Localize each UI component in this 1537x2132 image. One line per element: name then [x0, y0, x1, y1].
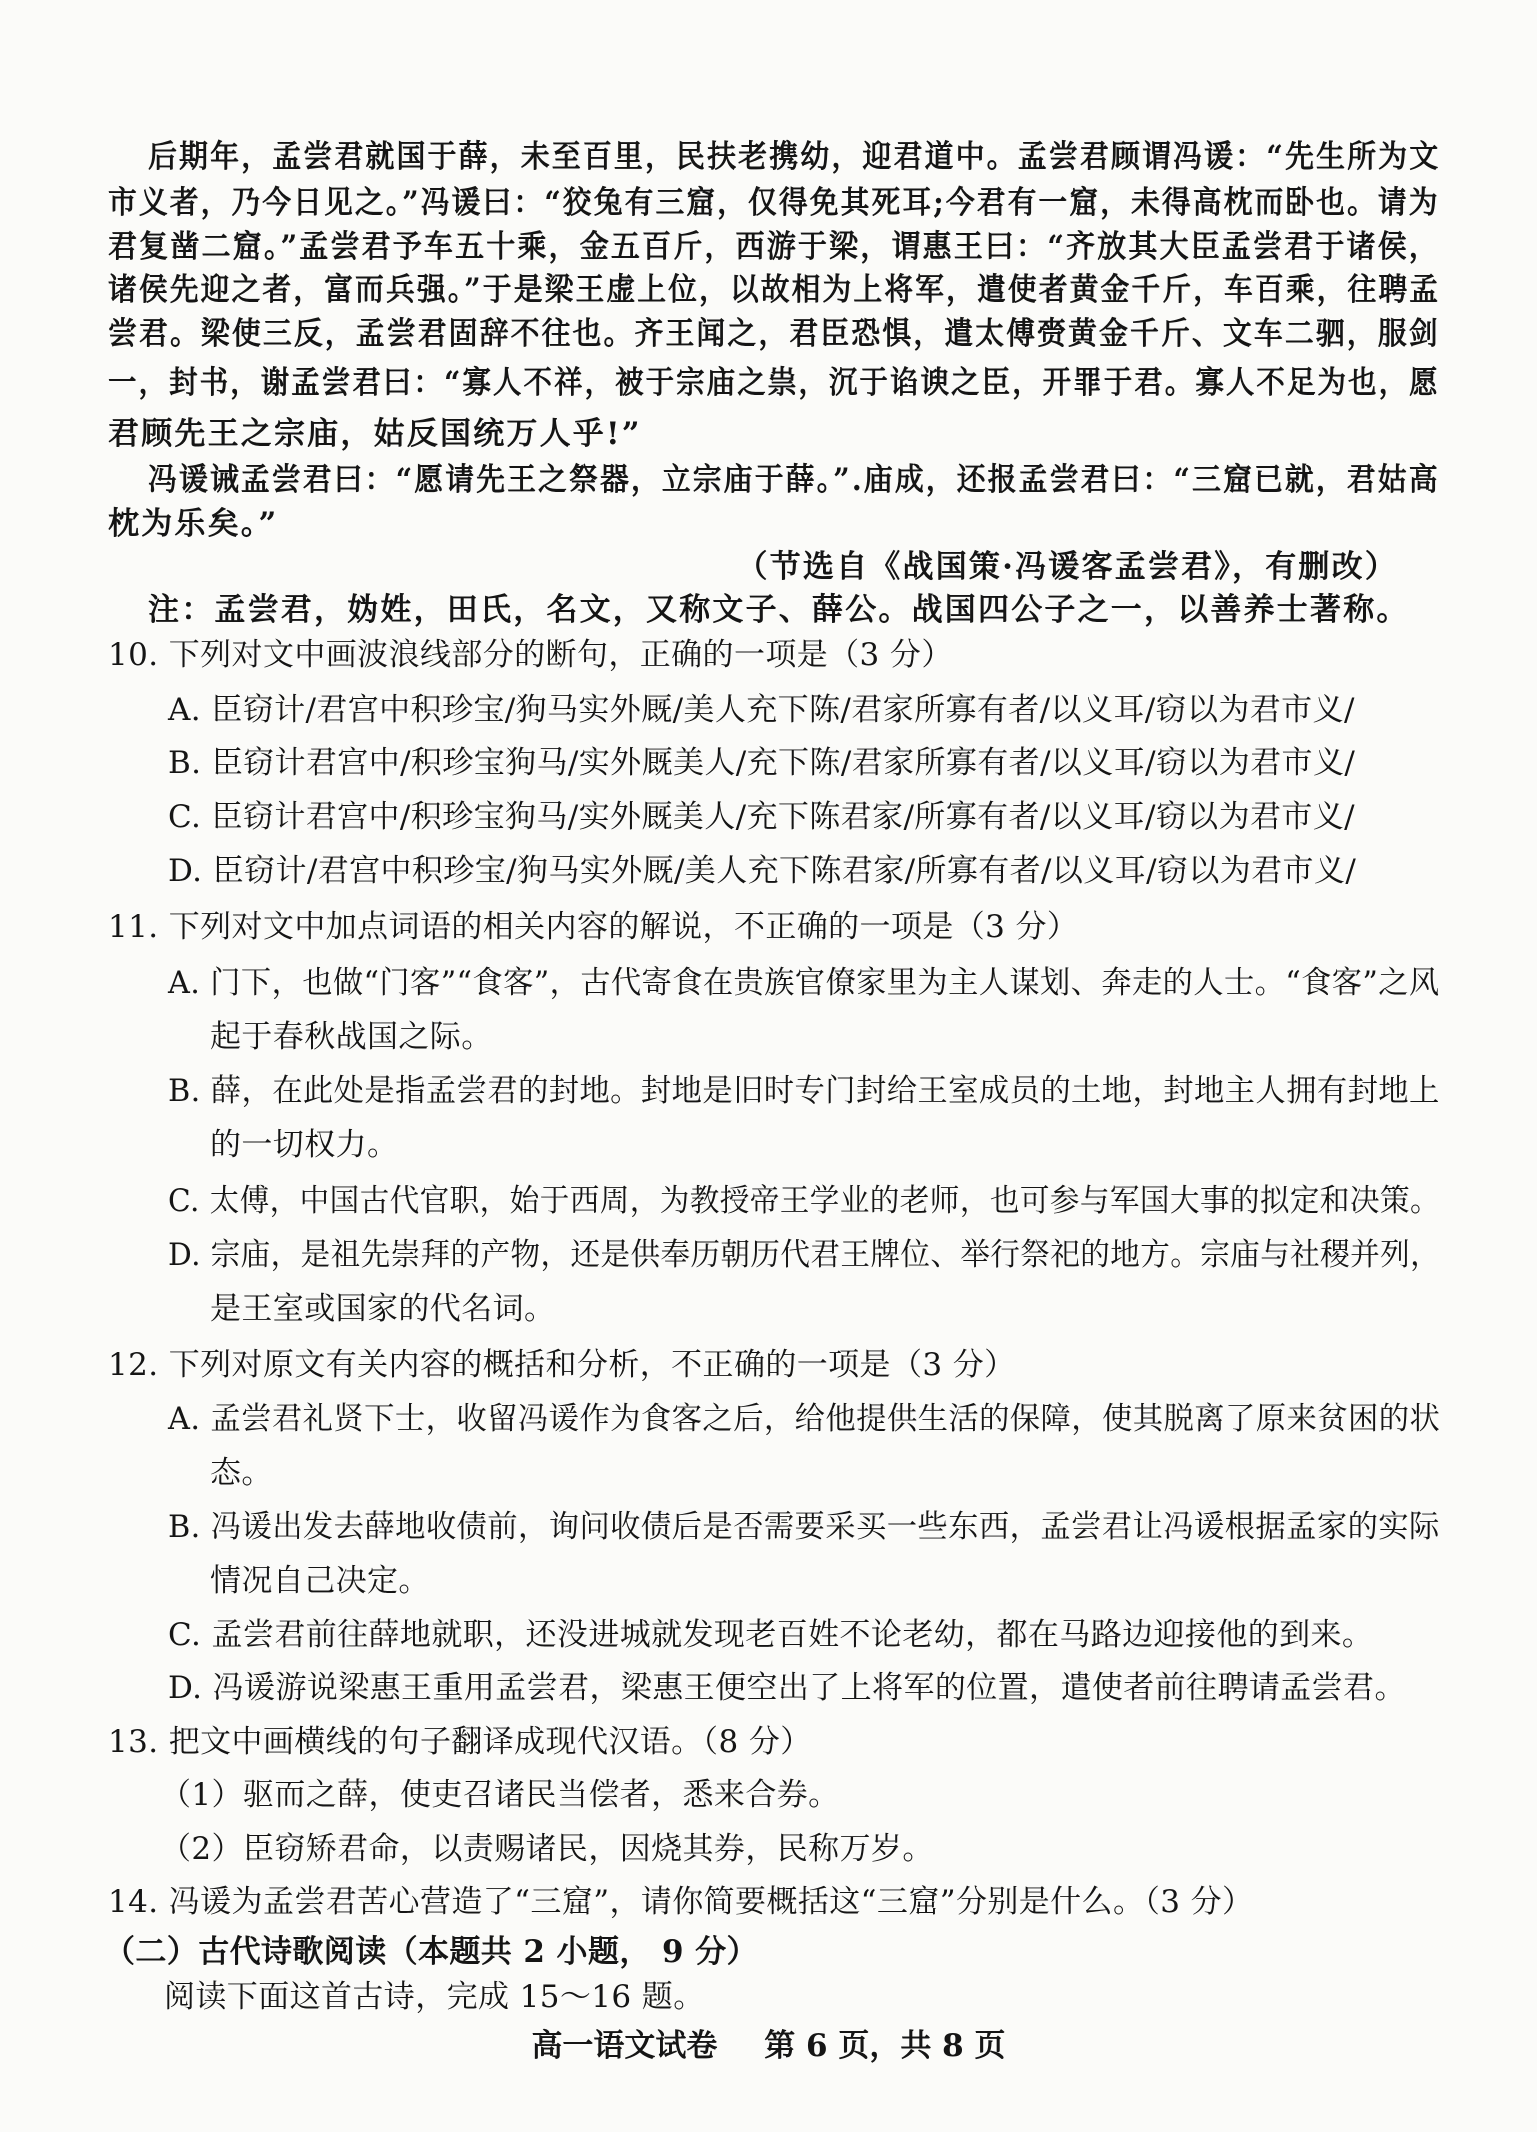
question-11-option-c: C. 太傅，中国古代官职，始于西周，为教授帝王学业的老师，也可参与军国大事的拟定和决策。 — [168, 1183, 1440, 1219]
question-10-option-c: C. 臣窃计君宫中/积珍宝狗马/实外厩美人/充下陈君家/所寡有者/以义耳/窃以为君市义/ — [168, 799, 1356, 835]
question-12-stem: 12. 下列对原文有关内容的概括和分析，不正确的一项是（3 分） — [108, 1347, 1016, 1383]
question-11-option-b-line2: 的一切权力。 — [210, 1127, 399, 1163]
footer-exam-title: 高一语文试卷 — [531, 2028, 718, 2064]
passage-line-4: 诸侯先迎之者，富而兵强。”于是梁王虚上位，以故相为上将军，遣使者黄金千斤，车百乘，往聘孟 — [108, 272, 1441, 308]
passage-line-9: 枕为乐矣。” — [108, 506, 279, 542]
question-13-sentence-2: （2）臣窃矫君命，以责赐诸民，因烧其券，民称万岁。 — [160, 1831, 934, 1867]
question-10-stem: 10. 下列对文中画波浪线部分的断句，正确的一项是（3 分） — [108, 637, 953, 673]
question-11-option-d-line1: D. 宗庙，是祖先崇拜的产物，还是供奉历朝历代君王牌位、举行祭祀的地方。宗庙与社稷并列， — [168, 1237, 1441, 1273]
question-10-option-d: D. 臣窃计/君宫中积珍宝/狗马实外厩/美人充下陈君家/所寡有者/以义耳/窃以为君市义/ — [168, 853, 1357, 889]
question-10-option-a: A. 臣窃计/君宫中积珍宝/狗马实外厩/美人充下陈/君家所寡有者/以义耳/窃以为君市义/ — [168, 692, 1355, 728]
passage-line-2: 市义者，乃今日见之。”冯谖曰：“狡兔有三窟，仅得免其死耳;今君有一窟，未得高枕而卧也。请为 — [108, 185, 1440, 221]
question-12-option-a-line2: 态。 — [210, 1455, 273, 1491]
question-13-sentence-1: （1）驱而之薛，使吏召诸民当偿者，悉来合券。 — [160, 1777, 840, 1813]
question-14-stem: 14. 冯谖为孟尝君苦心营造了“三窟”，请你简要概括这“三窟”分别是什么。（3 分） — [108, 1884, 1254, 1920]
section-2-instruction: 阅读下面这首古诗，完成 15～16 题。 — [164, 1979, 705, 2015]
question-12-option-a-line1: A. 孟尝君礼贤下士，收留冯谖作为食客之后，给他提供生活的保障，使其脱离了原来贫困的状 — [168, 1401, 1441, 1437]
question-11-option-a-line1: A. 门下，也做“门客”“食客”，古代寄食在贵族官僚家里为主人谋划、奔走的人士。“食客”之风 — [168, 965, 1440, 1001]
question-12-option-b-line1: B. 冯谖出发去薛地收债前，询问收债后是否需要采买一些东西，孟尝君让冯谖根据孟家的实际 — [168, 1509, 1440, 1545]
passage-line-8: 冯谖诫孟尝君曰：“愿请先王之祭器，立宗庙于薛。”.庙成，还报孟尝君曰：“三窟已就，君姑高 — [148, 462, 1440, 498]
question-12-option-d: D. 冯谖游说梁惠王重用孟尝君，梁惠王便空出了上将军的位置，遣使者前往聘请孟尝君。 — [168, 1670, 1406, 1706]
footer-page-number: 第 6 页，共 8 页 — [764, 2028, 1006, 2064]
section-2-title: （二）古代诗歌阅读（本题共 2 小题， 9 分） — [104, 1934, 758, 1970]
passage-line-5: 尝君。梁使三反，孟尝君固辞不往也。齐王闻之，君臣恐惧，遣太傅赍黄金千斤、文车二驷，服剑 — [108, 316, 1440, 352]
passage-line-7: 君顾先王之宗庙，姑反国统万人乎!” — [108, 416, 642, 452]
question-12-option-b-line2: 情况自己决定。 — [210, 1563, 430, 1599]
passage-line-6: 一，封书，谢孟尝君曰：“寡人不祥，被于宗庙之祟，沉于谄谀之臣，开罪于君。寡人不足为也，愿 — [108, 365, 1440, 401]
question-12-option-c: C. 孟尝君前往薛地就职，还没进城就发现老百姓不论老幼，都在马路边迎接他的到来。 — [168, 1617, 1374, 1653]
question-11-option-d-line2: 是王室或国家的代名词。 — [210, 1291, 556, 1327]
passage-line-3: 君复凿二窟。”孟尝君予车五十乘，金五百斤，西游于梁，谓惠王曰：“齐放其大臣孟尝君于诸侯， — [108, 229, 1440, 265]
passage-source: （节选自《战国策·冯谖客孟尝君》，有删改） — [736, 549, 1398, 585]
question-13-stem: 13. 把文中画横线的句子翻译成现代汉语。（8 分） — [108, 1724, 812, 1760]
question-11-option-b-line1: B. 薛，在此处是指孟尝君的封地。封地是旧时专门封给王室成员的土地，封地主人拥有封地上 — [168, 1073, 1440, 1109]
question-11-stem: 11. 下列对文中加点词语的相关内容的解说，不正确的一项是（3 分） — [108, 909, 1079, 945]
question-10-option-b: B. 臣窃计君宫中/积珍宝狗马/实外厩美人/充下陈/君家所寡有者/以义耳/窃以为君市义/ — [168, 745, 1356, 781]
passage-line-1: 后期年，孟尝君就国于薛，未至百里，民扶老携幼，迎君道中。孟尝君顾谓冯谖：“先生所为文 — [148, 139, 1441, 175]
passage-note: 注：孟尝君，妫姓，田氏，名文，又称文子、薛公。战国四公子之一，以善养士著称。 — [148, 592, 1410, 628]
page-footer — [0, 2020, 1537, 2065]
question-11-option-a-line2: 起于春秋战国之际。 — [210, 1019, 493, 1055]
